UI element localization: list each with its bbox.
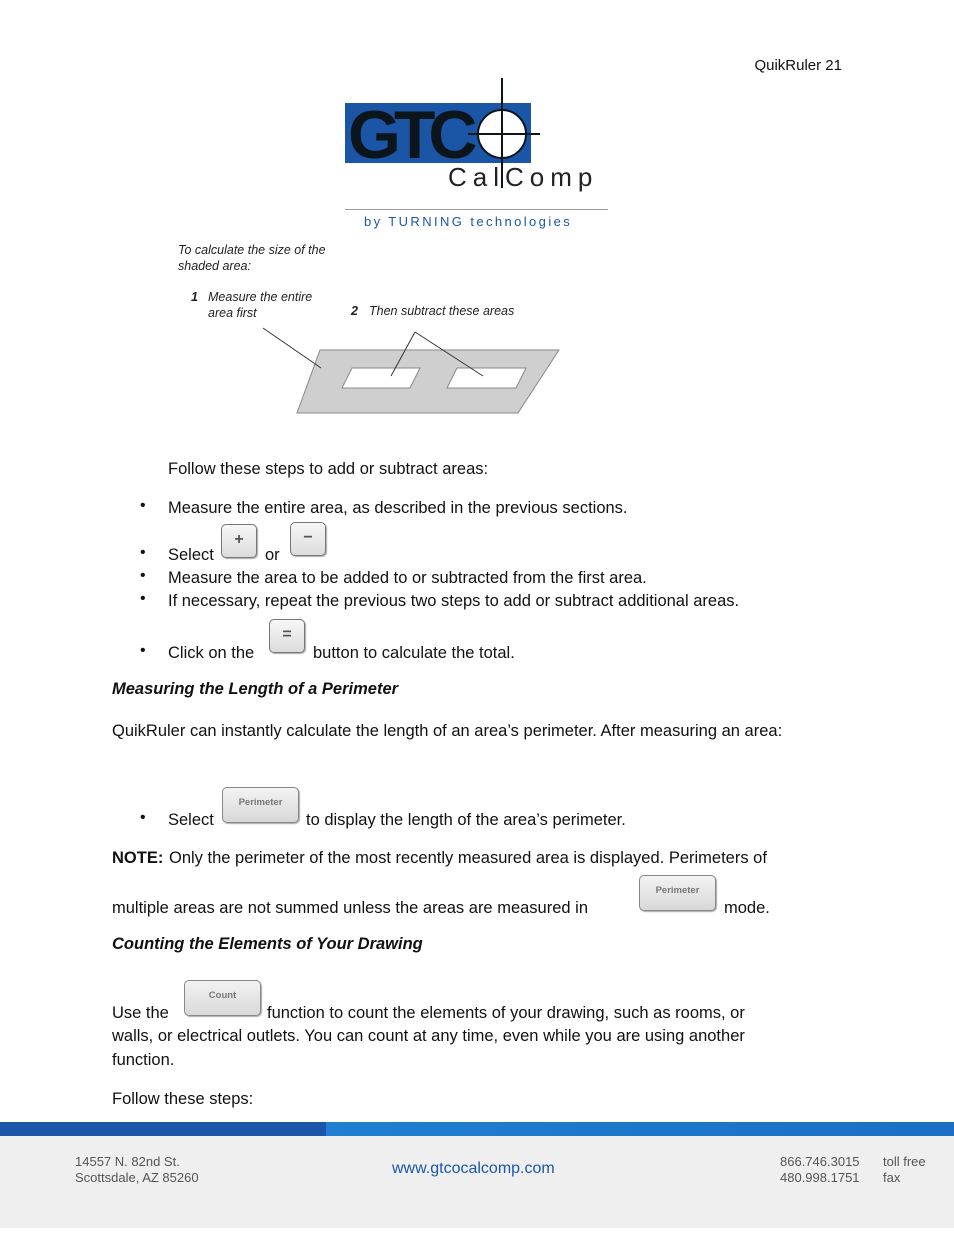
footer-bar-light <box>326 1122 954 1136</box>
bullet-measure-area: Measure the area to be added to or subtracted from the first area. <box>168 569 647 587</box>
bullet-dot: • <box>140 497 146 514</box>
footer-website-link[interactable]: www.gtcocalcomp.com <box>392 1160 555 1177</box>
bullet-dot: • <box>140 590 146 607</box>
footer-phone-labels <box>883 1154 926 1186</box>
footer-phone-fax: 480.998.1751 <box>780 1170 860 1185</box>
bullet-select-label: Select <box>168 546 214 564</box>
footer-label-fax: fax <box>883 1170 901 1185</box>
bullet-dot: • <box>140 544 146 561</box>
footer-bar-dark <box>0 1122 326 1136</box>
logo-tagline: by TURNING technologies <box>364 214 573 229</box>
bullet-measure-entire: Measure the entire area, as described in the previous sections. <box>168 499 628 517</box>
footer-address-line2: Scottsdale, AZ 85260 <box>75 1170 199 1185</box>
subtract-area-left <box>342 368 420 388</box>
perimeter-select-label: Select <box>168 811 214 829</box>
bullet-or-label: or <box>265 546 280 564</box>
figure-step1-text: Measure the entire area first <box>208 290 313 320</box>
add-area-button[interactable]: + <box>221 524 257 558</box>
logo-divider <box>345 209 608 210</box>
note-line1: Only the perimeter of the most recently measured area is displayed. Perimeters of <box>169 849 767 867</box>
shaded-area-diagram <box>175 240 595 420</box>
footer-label-tollfree: toll free <box>883 1154 926 1169</box>
subtract-area-right <box>447 368 526 388</box>
footer-address-line1: 14557 N. 82nd St. <box>75 1154 180 1169</box>
note-line2: multiple areas are not summed unless the areas are measured in <box>112 899 588 917</box>
figure-step2-number: 2 <box>351 304 358 318</box>
footer-phones <box>780 1154 860 1186</box>
figure-step1-number: 1 <box>191 290 198 304</box>
figure-caption-title: To calculate the size of the shaded area: <box>178 243 326 273</box>
bullet-repeat-steps: If necessary, repeat the previous two steps to add or subtract additional areas. <box>168 592 740 610</box>
intro-text: Follow these steps to add or subtract areas: <box>168 460 489 478</box>
note-label: NOTE: <box>112 849 164 867</box>
gtco-calcomp-logo <box>340 78 615 233</box>
footer-address <box>75 1154 199 1186</box>
count-line1: function to count the elements of your drawing, such as rooms, or <box>267 1004 745 1022</box>
bullet-dot: • <box>140 809 146 826</box>
step1-pointer-line <box>263 328 321 368</box>
bullet-calc-total: button to calculate the total. <box>313 644 515 662</box>
footer-phone-tollfree: 866.746.3015 <box>780 1154 860 1169</box>
note-mode-label: mode. <box>724 899 770 917</box>
page-footer <box>0 1136 954 1228</box>
count-button[interactable]: Count <box>184 980 261 1016</box>
perimeter-paragraph: QuikRuler can instantly calculate the length of an area’s perimeter. After measuring an area: <box>112 722 783 740</box>
logo-mark-text: GTC <box>348 97 471 173</box>
follow-steps-text: Follow these steps: <box>112 1090 254 1108</box>
figure-step2-text: Then subtract these areas <box>369 304 515 318</box>
count-heading: Counting the Elements of Your Drawing <box>112 935 423 953</box>
perimeter-button[interactable]: Perimeter <box>222 787 299 823</box>
bullet-dot: • <box>140 642 146 659</box>
count-use-label: Use the <box>112 1004 169 1022</box>
page-header-label: QuikRuler 21 <box>754 57 842 74</box>
shaded-area-figure <box>175 240 595 420</box>
perimeter-heading: Measuring the Length of a Perimeter <box>112 680 399 698</box>
count-line2: walls, or electrical outlets. You can count at any time, even while you are using another <box>112 1027 745 1045</box>
logo-calcomp-text: CalComp <box>448 162 599 192</box>
subtract-area-button[interactable]: − <box>290 522 326 556</box>
perimeter-bullet-text: to display the length of the area’s perimeter. <box>306 811 626 829</box>
bullet-click-label: Click on the <box>168 644 255 662</box>
count-line3: function. <box>112 1051 175 1069</box>
bullet-dot: • <box>140 567 146 584</box>
perimeter-mode-button[interactable]: Perimeter <box>639 875 716 911</box>
equals-button[interactable]: = <box>269 619 305 653</box>
